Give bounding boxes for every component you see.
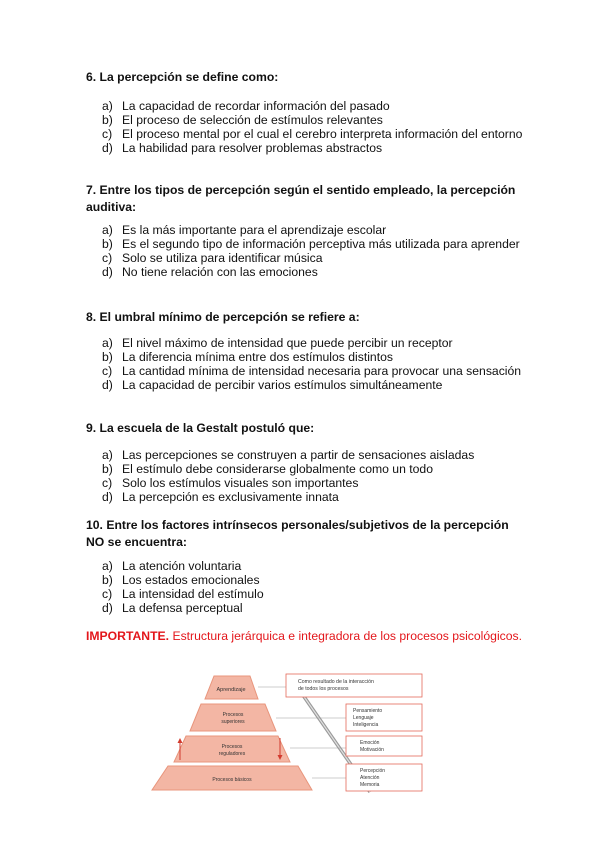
option-letter: c): [102, 587, 113, 601]
option-item: [86, 223, 526, 237]
higher-process-item: Pensamiento: [353, 708, 383, 714]
regulatory-process-item: Motivación: [360, 747, 384, 753]
question-6-title: 6. La percepción se define como:: [86, 70, 279, 84]
option-letter: a): [102, 448, 113, 462]
option-item: [86, 448, 526, 462]
basic-process-item: Atención: [360, 775, 380, 781]
option-text: Es el segundo tipo de información perceptiva más utilizada para aprender: [122, 237, 520, 251]
option-item: [86, 601, 526, 615]
option-item: [86, 490, 526, 504]
important-note: [86, 628, 546, 644]
question-7-title: 7. Entre los tipos de percepción según el sentido empleado, la percepción auditiva:: [86, 183, 516, 214]
important-text: Estructura jerárquica e integradora de los procesos psicológicos.: [169, 629, 523, 643]
option-item: [86, 378, 526, 392]
option-item: [86, 336, 526, 350]
option-item: [86, 587, 526, 601]
option-letter: c): [102, 251, 113, 265]
option-letter: c): [102, 364, 113, 378]
option-text: La capacidad de percibir varios estímulos simultáneamente: [122, 378, 443, 392]
option-letter: d): [102, 265, 113, 279]
option-letter: b): [102, 462, 113, 476]
result-box-line-1: Como resultado de la interacción: [298, 679, 374, 685]
question-8-options: [86, 336, 526, 392]
higher-process-item: Inteligencia: [353, 722, 379, 728]
up-arrow-icon: [178, 738, 183, 743]
option-text: El estímulo debe considerarse globalmente como un todo: [122, 462, 433, 476]
option-letter: a): [102, 223, 113, 237]
option-item: [86, 237, 526, 251]
option-item: [86, 265, 526, 279]
option-letter: a): [102, 336, 113, 350]
option-item: [86, 476, 526, 490]
option-text: El proceso mental por el cual el cerebro interpreta información del entorno: [122, 127, 523, 141]
option-item: [86, 99, 526, 113]
regulatory-process-item: Emoción: [360, 740, 380, 746]
option-letter: b): [102, 573, 113, 587]
level-label-reguladores-1: Procesos: [221, 744, 243, 750]
regulatory-processes-box: [346, 736, 422, 756]
option-letter: d): [102, 141, 113, 155]
higher-process-item: Lenguaje: [353, 715, 374, 721]
option-item: [86, 113, 526, 127]
question-7-options: [86, 223, 526, 279]
option-item: [86, 251, 526, 265]
option-text: La defensa perceptual: [122, 601, 243, 615]
option-letter: d): [102, 490, 113, 504]
question-10-options: [86, 559, 526, 615]
level-label-superiores-2: superiores: [221, 719, 245, 725]
option-item: [86, 364, 526, 378]
option-letter: c): [102, 127, 113, 141]
option-item: [86, 127, 526, 141]
question-10-title: 10. Entre los factores intrínsecos personales/subjetivos de la percepción NO se encuentra:: [86, 518, 509, 549]
level-label-superiores-1: Procesos: [222, 712, 244, 718]
important-label: IMPORTANTE.: [86, 629, 170, 643]
option-text: El proceso de selección de estímulos relevantes: [122, 113, 383, 127]
option-letter: b): [102, 113, 113, 127]
level-label-aprendizaje: Aprendizaje: [216, 687, 246, 693]
option-text: No tiene relación con las emociones: [122, 265, 318, 279]
basic-process-item: Memoria: [360, 782, 380, 788]
option-text: La percepción es exclusivamente innata: [122, 490, 339, 504]
option-item: [86, 350, 526, 364]
result-box-line-2: de todos los procesos: [298, 686, 349, 692]
level-label-reguladores-2: reguladores: [218, 751, 246, 757]
option-item: [86, 141, 526, 155]
option-text: La atención voluntaria: [122, 559, 242, 573]
level-label-basicos: Procesos básicos: [212, 777, 252, 783]
option-text: La capacidad de recordar información del pasado: [122, 99, 390, 113]
option-item: [86, 462, 526, 476]
option-text: Es la más importante para el aprendizaje escolar: [122, 223, 387, 237]
question-8-title: 8. El umbral mínimo de percepción se refiere a:: [86, 310, 360, 324]
question-9-title: 9. La escuela de la Gestalt postuló que:: [86, 421, 315, 435]
option-text: Los estados emocionales: [122, 573, 260, 587]
question-9-options: [86, 448, 526, 504]
option-text: Las percepciones se construyen a partir de sensaciones aisladas: [122, 448, 475, 462]
option-letter: b): [102, 350, 113, 364]
option-letter: a): [102, 559, 113, 573]
option-text: La habilidad para resolver problemas abstractos: [122, 141, 383, 155]
option-text: El nivel máximo de intensidad que puede percibir un receptor: [122, 336, 453, 350]
question-6-options: [86, 99, 526, 155]
basic-process-item: Percepción: [360, 768, 386, 774]
option-letter: d): [102, 378, 113, 392]
option-text: La diferencia mínima entre dos estímulos distintos: [122, 350, 393, 364]
option-item: [86, 559, 526, 573]
option-letter: d): [102, 601, 113, 615]
option-text: Solo se utiliza para identificar música: [122, 251, 323, 265]
option-text: Solo los estímulos visuales son importantes: [122, 476, 359, 490]
option-text: La intensidad del estímulo: [122, 587, 264, 601]
option-letter: a): [102, 99, 113, 113]
option-text: La cantidad mínima de intensidad necesaria para provocar una sensación: [122, 364, 522, 378]
option-letter: c): [102, 476, 113, 490]
option-letter: b): [102, 237, 113, 251]
psychological-processes-pyramid: [108, 668, 438, 796]
option-item: [86, 573, 526, 587]
